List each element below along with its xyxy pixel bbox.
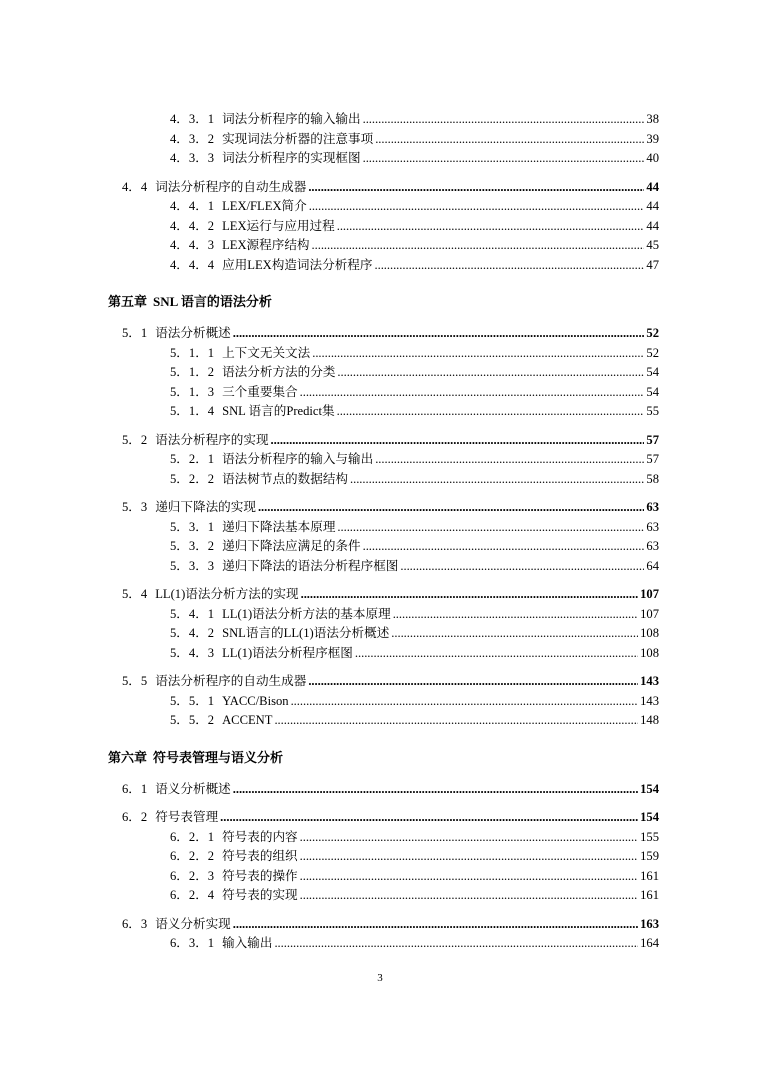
- toc-entry-page: 161: [640, 888, 659, 902]
- toc-entry[interactable]: [0, 197, 760, 217]
- toc-leader-dots: [355, 644, 638, 664]
- toc-entry-page: 39: [646, 131, 659, 146]
- toc-entry-page: 40: [646, 151, 659, 165]
- toc-entry-page: 52: [646, 326, 659, 340]
- toc-entry-number: 5．5．2: [170, 713, 215, 727]
- toc-entry-number: 6．2．1: [170, 829, 215, 844]
- toc-entry-number: 5．4．2: [170, 626, 215, 640]
- toc-entry-title: 三个重要集合: [222, 384, 298, 399]
- toc-leader-dots: [375, 450, 644, 470]
- toc-entry-title: LEX源程序结构: [222, 238, 310, 252]
- toc-entry[interactable]: [0, 934, 760, 954]
- toc-entry[interactable]: [0, 624, 760, 644]
- toc-entry-title: 上下文无关文法: [222, 345, 311, 360]
- toc-entry-page: 143: [640, 674, 659, 688]
- toc-entry-title: 语法分析程序的自动生成器: [155, 674, 307, 688]
- toc-entry-title: ACCENT: [222, 713, 273, 727]
- toc-entry-page: 44: [646, 199, 659, 213]
- toc-spacer: [0, 799, 760, 808]
- toc-entry[interactable]: [0, 808, 760, 828]
- toc-entry-number: 第六章: [108, 749, 148, 765]
- toc-entry-number: 5．1．3: [170, 384, 215, 399]
- toc-entry-page: 108: [640, 645, 659, 660]
- toc-leader-dots: [301, 585, 639, 605]
- toc-leader-dots: [300, 886, 638, 906]
- toc-entry-number: 6．2．2: [170, 849, 215, 863]
- toc-leader-dots: [300, 867, 638, 887]
- toc-entry-number: 5．4．1: [170, 606, 215, 621]
- toc-entry-number: 6．3: [122, 916, 148, 931]
- toc-leader-dots: [308, 672, 638, 692]
- toc-leader-dots: [363, 149, 645, 169]
- toc-entry-number: 5．4．3: [170, 645, 215, 660]
- toc-entry-title: LL(1)语法分析方法的基本原理: [222, 606, 391, 621]
- toc-entry-page: 44: [646, 179, 659, 194]
- toc-entry-title: 语法分析程序的实现: [155, 432, 269, 447]
- toc-leader-dots: [233, 915, 638, 935]
- toc-leader-dots: [271, 431, 645, 451]
- toc-entry[interactable]: [0, 867, 760, 887]
- toc-entry-page: 163: [640, 916, 659, 931]
- toc-entry-number: 4．4．3: [170, 238, 215, 252]
- toc-leader-dots: [291, 692, 639, 712]
- toc-entry[interactable]: [0, 450, 760, 470]
- toc-entry-title: 递归下降法基本原理: [222, 519, 336, 534]
- toc-entry-title: 递归下降法的实现: [155, 500, 256, 514]
- toc-entry-number: 5．1．2: [170, 365, 215, 379]
- toc-spacer: [0, 771, 760, 780]
- toc-entry-number: 4．4．1: [170, 199, 215, 213]
- toc-entry-page: 52: [646, 345, 659, 360]
- toc-leader-dots: [274, 934, 638, 954]
- toc-entry-number: 4．4: [122, 179, 148, 194]
- toc-entry-page: 164: [640, 936, 659, 950]
- toc-entry-page: 161: [640, 868, 659, 883]
- toc-entry-number: 4．4．4: [170, 257, 215, 272]
- toc-entry-number: 5．3．3: [170, 558, 215, 573]
- toc-spacer: [0, 422, 760, 431]
- toc-entry-number: 4．4．2: [170, 218, 215, 233]
- toc-entry-page: 44: [646, 218, 659, 233]
- toc-entry-page: 155: [640, 829, 659, 844]
- toc-entry[interactable]: [0, 537, 760, 557]
- toc-entry-title: 符号表的组织: [222, 849, 298, 863]
- toc-spacer: [0, 906, 760, 915]
- toc-entry-page: 38: [646, 112, 659, 126]
- toc-entry-page: 107: [640, 606, 659, 621]
- toc-entry[interactable]: [0, 605, 760, 625]
- toc-entry-page: 63: [646, 500, 659, 514]
- toc-entry-page: 54: [646, 365, 659, 379]
- toc-leader-dots: [300, 847, 638, 867]
- toc-entry[interactable]: [0, 149, 760, 169]
- toc-entry[interactable]: [0, 711, 760, 731]
- toc-entry-title: 词法分析程序的自动生成器: [155, 179, 307, 194]
- toc-leader-dots: [393, 605, 638, 625]
- toc-entry-page: 64: [646, 558, 659, 573]
- toc-entry-page: 63: [646, 519, 659, 534]
- toc-entry[interactable]: [0, 178, 760, 198]
- toc-entry-page: 148: [640, 713, 659, 727]
- toc-entry-page: 54: [646, 384, 659, 399]
- toc-entry[interactable]: [0, 828, 760, 848]
- toc-entry[interactable]: [0, 847, 760, 867]
- toc-leader-dots: [233, 324, 645, 344]
- toc-entry-number: 5．2．2: [170, 471, 215, 486]
- toc-spacer: [0, 169, 760, 178]
- toc-entry-page: 143: [640, 693, 659, 708]
- toc-entry-page: 63: [646, 539, 659, 553]
- toc-entry-title: 语义分析概述: [155, 781, 231, 796]
- toc-entry-number: 6．2: [122, 810, 148, 824]
- toc-entry-title: 符号表管理: [155, 810, 219, 824]
- toc-chapter-entry[interactable]: [0, 289, 760, 315]
- toc-entry-number: 5．3．1: [170, 519, 215, 534]
- toc-leader-dots: [300, 828, 638, 848]
- toc-entry-title: 语法树节点的数据结构: [222, 471, 349, 486]
- toc-entry-page: 47: [646, 257, 659, 272]
- toc-leader-dots: [308, 178, 644, 198]
- toc-leader-dots: [350, 470, 644, 490]
- toc-entry-title: 词法分析程序的输入输出: [222, 112, 361, 126]
- toc-entry-title: 应用LEX构造词法分析程序: [222, 257, 373, 272]
- toc-entry-title: 实现词法分析器的注意事项: [222, 131, 374, 146]
- toc-entry-title: 递归下降法应满足的条件: [222, 539, 361, 553]
- toc-entry-page: 108: [640, 626, 659, 640]
- toc-entry-number: 5．1: [122, 326, 148, 340]
- toc-entry-title: LL(1)语法分析程序框图: [222, 645, 353, 660]
- toc-entry-page: 159: [640, 849, 659, 863]
- toc-leader-dots: [391, 624, 638, 644]
- toc-entry-page: 58: [646, 471, 659, 486]
- toc-entry[interactable]: [0, 886, 760, 906]
- toc-entry[interactable]: [0, 780, 760, 800]
- toc-entry[interactable]: [0, 236, 760, 256]
- toc-entry-number: 5．3．2: [170, 539, 215, 553]
- toc-leader-dots: [375, 256, 645, 276]
- toc-entry-title: 符号表管理与语义分析: [153, 749, 284, 765]
- page-number: 3: [377, 972, 383, 984]
- toc-entry-number: 5．4: [122, 587, 148, 601]
- toc-entry-number: 5．5: [122, 674, 148, 688]
- toc-entry-number: 5．2．1: [170, 452, 215, 466]
- toc-entry-number: 6．1: [122, 781, 148, 796]
- toc-entry-number: 第五章: [108, 294, 148, 309]
- toc-entry-number: 5．1．1: [170, 345, 215, 360]
- toc-entry[interactable]: [0, 324, 760, 344]
- toc-entry-number: 6．2．4: [170, 888, 215, 902]
- toc-entry-title: 语法分析概述: [155, 326, 231, 340]
- toc-entry-number: 4．3．3: [170, 151, 215, 165]
- toc-entry-title: 符号表的操作: [222, 868, 298, 883]
- toc-entry-title: 词法分析程序的实现框图: [222, 151, 361, 165]
- toc-entry-number: 4．3．1: [170, 112, 215, 126]
- toc-entry-number: 6．2．3: [170, 868, 215, 883]
- toc-entry-page: 154: [640, 810, 659, 824]
- toc-entry[interactable]: [0, 344, 760, 364]
- toc-entry-title: YACC/Bison: [222, 693, 289, 708]
- toc-entry-page: 55: [646, 404, 659, 418]
- toc-entry[interactable]: [0, 518, 760, 538]
- toc-spacer: [0, 315, 760, 324]
- toc-entry-number: 5．5．1: [170, 693, 215, 708]
- toc-leader-dots: [337, 217, 645, 237]
- toc-entry-title: 语法分析方法的分类: [222, 365, 336, 379]
- toc-leader-dots: [258, 498, 644, 518]
- toc-entry[interactable]: [0, 470, 760, 490]
- toc-entry-number: 5．1．4: [170, 404, 215, 418]
- toc-entry-title: LL(1)语法分析方法的实现: [155, 587, 299, 601]
- toc-entry-number: 5．3: [122, 500, 148, 514]
- toc-leader-dots: [337, 402, 645, 422]
- toc-entry[interactable]: [0, 217, 760, 237]
- toc-entry[interactable]: [0, 431, 760, 451]
- toc-spacer: [0, 489, 760, 498]
- toc-entry-page: 107: [640, 587, 659, 601]
- toc-entry[interactable]: [0, 692, 760, 712]
- toc-entry[interactable]: [0, 130, 760, 150]
- toc-leader-dots: [233, 780, 638, 800]
- toc-leader-dots: [274, 711, 638, 731]
- toc-leader-dots: [220, 808, 638, 828]
- toc-entry[interactable]: [0, 402, 760, 422]
- toc-leader-dots: [363, 537, 645, 557]
- toc-entry[interactable]: [0, 915, 760, 935]
- toc-entry-number: 5．2: [122, 432, 148, 447]
- toc-chapter-entry[interactable]: [0, 745, 760, 771]
- toc-entry-page: 57: [646, 452, 659, 466]
- toc-entry-title: LEX运行与应用过程: [222, 218, 335, 233]
- toc-leader-dots: [337, 518, 644, 538]
- toc-entry[interactable]: [0, 256, 760, 276]
- toc-leader-dots: [375, 130, 644, 150]
- toc-entry-title: SNL语言的LL(1)语法分析概述: [222, 626, 390, 640]
- toc-spacer: [0, 275, 760, 289]
- toc-entry-title: SNL 语言的Predict集: [222, 404, 335, 418]
- toc-entry[interactable]: [0, 672, 760, 692]
- toc-leader-dots: [337, 363, 644, 383]
- toc-leader-dots: [363, 110, 645, 130]
- toc-entry-title: 递归下降法的语法分析程序框图: [222, 558, 399, 573]
- toc-entry[interactable]: [0, 498, 760, 518]
- toc-entry-title: 符号表的内容: [222, 829, 298, 844]
- toc-entry-page: 154: [640, 781, 659, 796]
- toc-leader-dots: [312, 236, 645, 256]
- toc-entry-title: SNL 语言的语法分析: [153, 294, 272, 309]
- toc-leader-dots: [312, 344, 644, 364]
- toc-entry-number: 4．3．2: [170, 131, 215, 146]
- toc-leader-dots: [400, 557, 644, 577]
- toc-leader-dots: [300, 383, 645, 403]
- toc-spacer: [0, 663, 760, 672]
- toc-entry-page: 45: [646, 238, 659, 252]
- toc-entry-number: 6．3．1: [170, 936, 215, 950]
- toc-entry-title: LEX/FLEX简介: [222, 199, 307, 213]
- toc-entry-title: 语义分析实现: [155, 916, 231, 931]
- toc-entry[interactable]: [0, 585, 760, 605]
- toc-entry[interactable]: [0, 644, 760, 664]
- toc-entry[interactable]: [0, 363, 760, 383]
- toc-spacer: [0, 731, 760, 745]
- toc-entry-page: 57: [646, 432, 659, 447]
- toc-entry-title: 符号表的实现: [222, 888, 298, 902]
- toc-entry[interactable]: [0, 383, 760, 403]
- toc-leader-dots: [309, 197, 645, 217]
- toc-entry[interactable]: [0, 110, 760, 130]
- toc-entry[interactable]: [0, 557, 760, 577]
- toc-entry-title: 语法分析程序的输入与输出: [222, 452, 374, 466]
- toc-entry-title: 输入输出: [222, 936, 273, 950]
- toc-spacer: [0, 576, 760, 585]
- table-of-contents: [0, 110, 760, 954]
